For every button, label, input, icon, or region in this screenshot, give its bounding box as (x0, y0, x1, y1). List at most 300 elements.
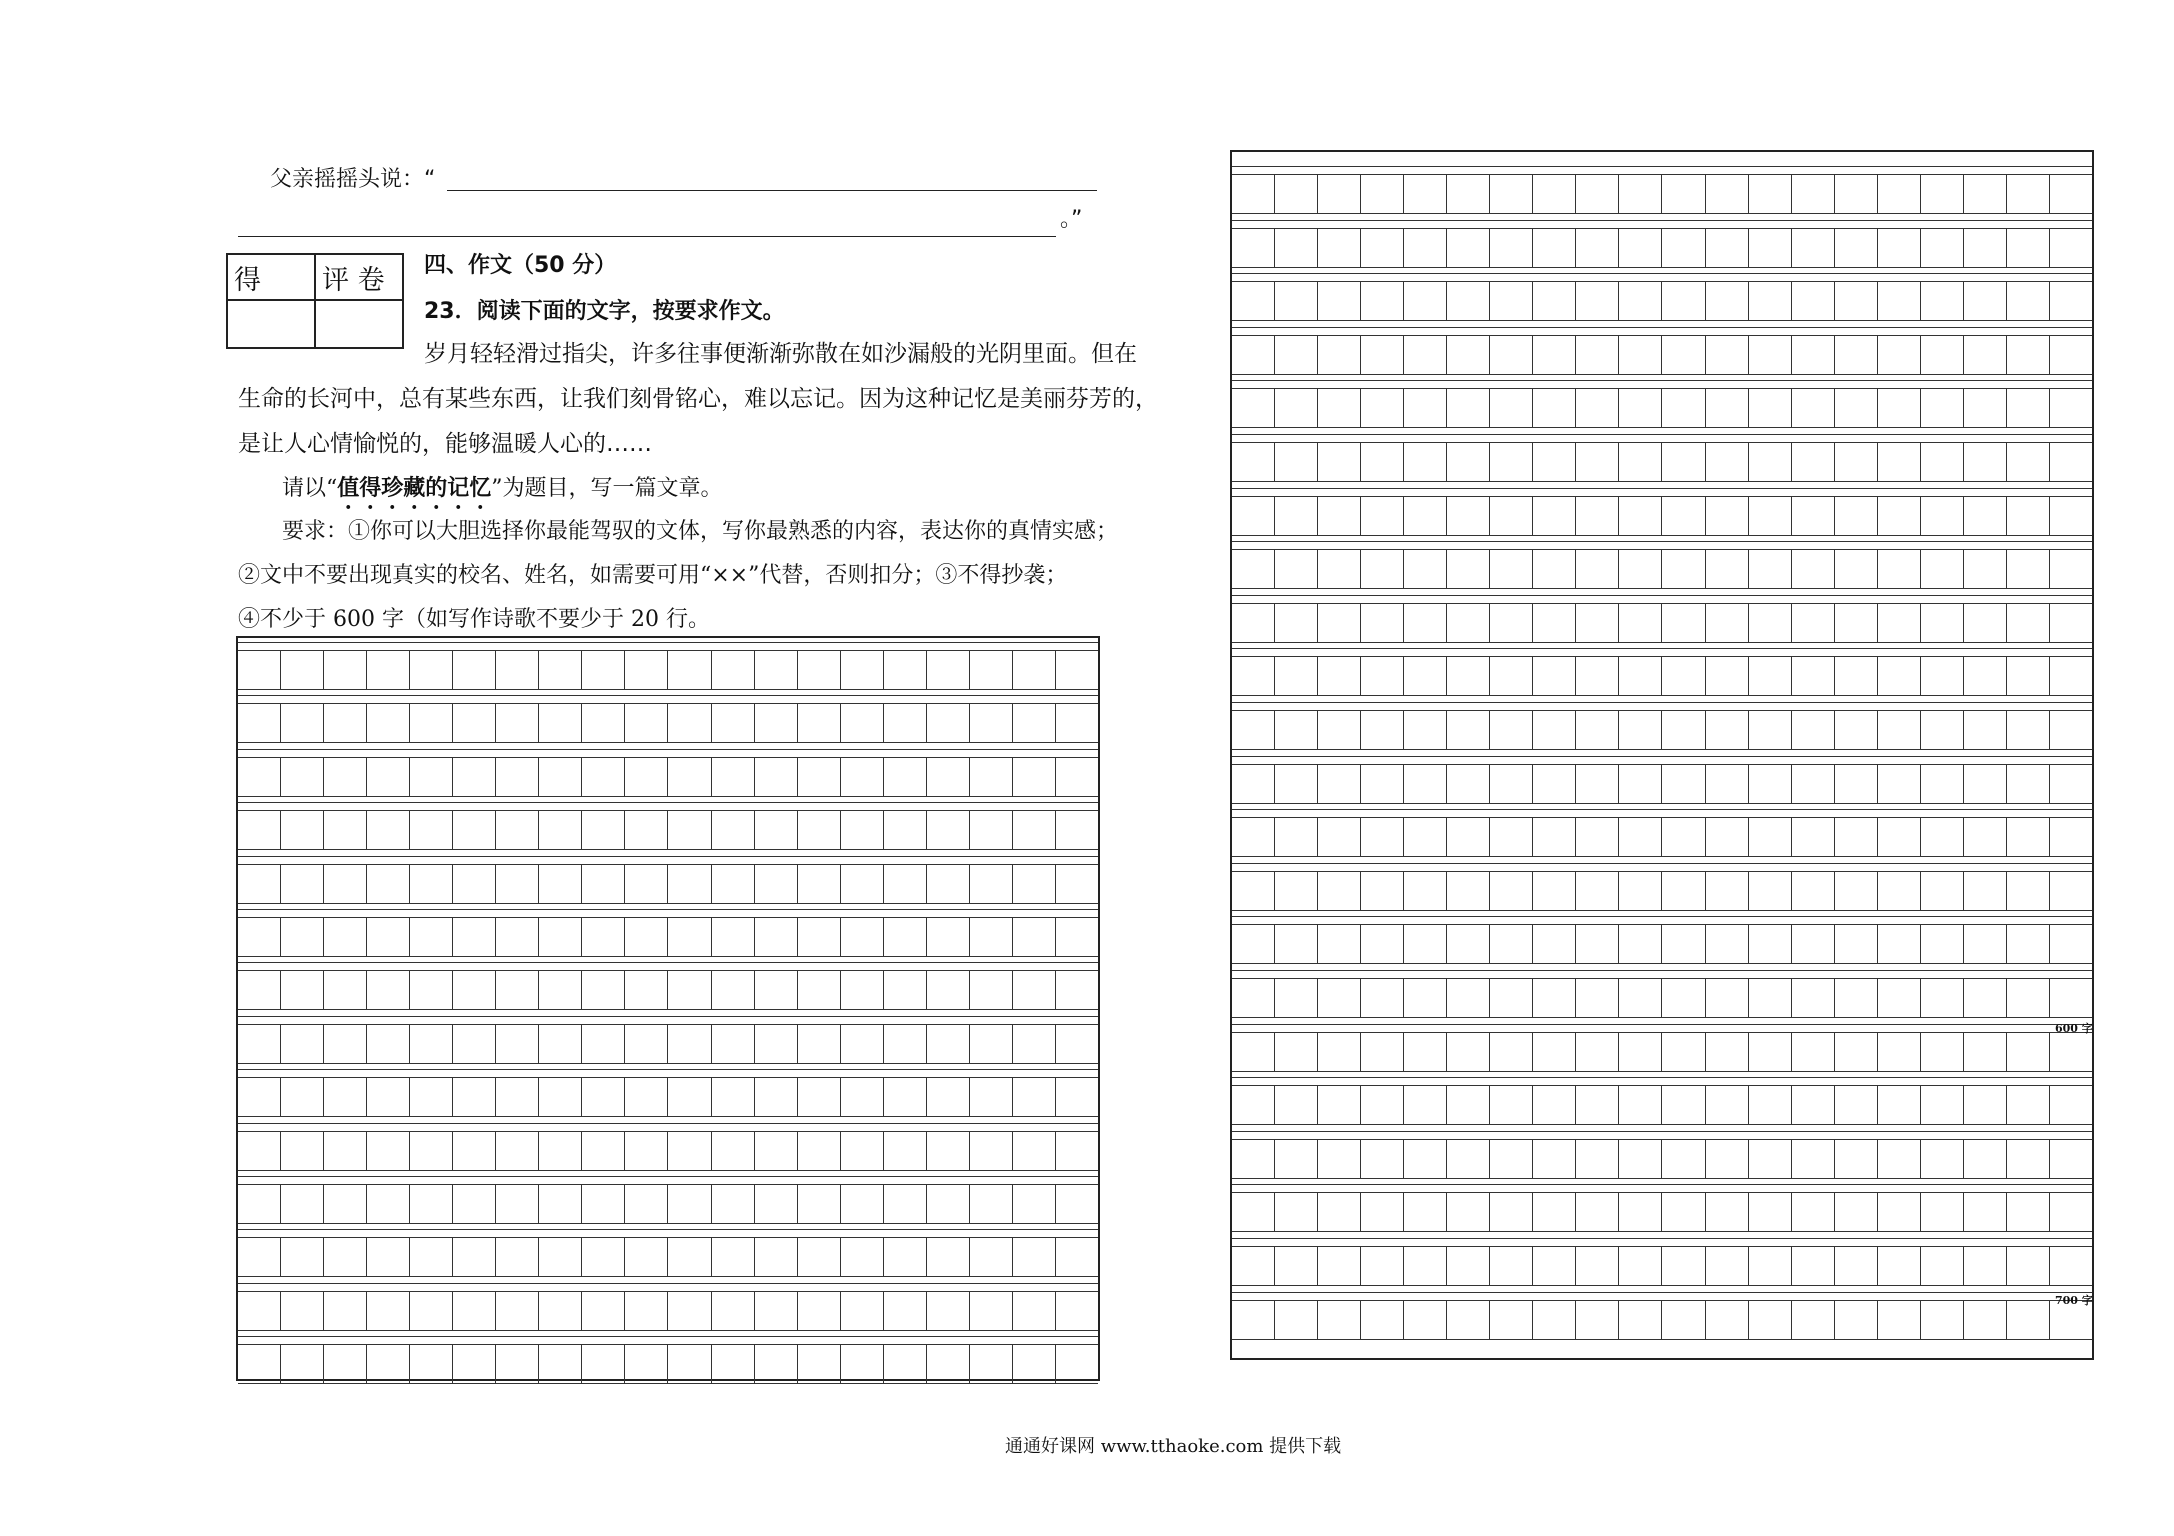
grid-cell[interactable] (1662, 603, 1705, 643)
grid-cell[interactable] (1361, 817, 1404, 857)
grid-cell[interactable] (1835, 228, 1878, 268)
grid-cell[interactable] (1404, 603, 1447, 643)
grid-cell[interactable] (1792, 710, 1835, 750)
grid-cell[interactable] (1490, 978, 1533, 1018)
grid-cell[interactable] (884, 1184, 927, 1224)
grid-cell[interactable] (1447, 1300, 1490, 1340)
grid-cell[interactable] (1013, 1291, 1056, 1331)
grid-cell[interactable] (1013, 810, 1056, 850)
grid-cell[interactable] (1447, 1246, 1490, 1286)
grid-cell[interactable] (712, 757, 755, 797)
grid-cell[interactable] (1619, 281, 1662, 321)
grid-cell[interactable] (841, 1024, 884, 1064)
grid-cell[interactable] (1792, 1300, 1835, 1340)
grid-cell[interactable] (1275, 656, 1318, 696)
grid-cell[interactable] (1576, 1192, 1619, 1232)
grid-cell[interactable] (1835, 764, 1878, 804)
grid-cell[interactable] (1232, 656, 1275, 696)
grid-cell[interactable] (798, 703, 841, 743)
grid-cell[interactable] (1964, 764, 2007, 804)
grid-cell[interactable] (712, 917, 755, 957)
grid-cell[interactable] (1878, 388, 1921, 428)
grid-cell[interactable] (1749, 817, 1792, 857)
grid-cell[interactable] (1232, 978, 1275, 1018)
grid-cell[interactable] (1013, 650, 1056, 690)
grid-cell[interactable] (1792, 228, 1835, 268)
grid-cell[interactable] (1792, 388, 1835, 428)
grid-cell[interactable] (1576, 496, 1619, 536)
grid-cell[interactable] (410, 757, 453, 797)
grid-cell[interactable] (1404, 1300, 1447, 1340)
grid-cell[interactable] (367, 1291, 410, 1331)
grid-cell[interactable] (1013, 1131, 1056, 1171)
grid-cell[interactable] (755, 1131, 798, 1171)
grid-cell[interactable] (1878, 496, 1921, 536)
grid-cell[interactable] (367, 810, 410, 850)
grid-cell[interactable] (1662, 496, 1705, 536)
grid-cell[interactable] (453, 864, 496, 904)
grid-cell[interactable] (1533, 1139, 1576, 1179)
grid-cell[interactable] (1232, 281, 1275, 321)
grid-cell[interactable] (1232, 1139, 1275, 1179)
grid-cell[interactable] (1576, 442, 1619, 482)
grid-cell[interactable] (238, 757, 281, 797)
grid-cell[interactable] (1792, 174, 1835, 214)
grid-cell[interactable] (1490, 335, 1533, 375)
grid-cell[interactable] (1533, 549, 1576, 589)
grid-cell[interactable] (884, 810, 927, 850)
grid-cell[interactable] (1404, 496, 1447, 536)
grid-cell[interactable] (884, 917, 927, 957)
grid-cell[interactable] (1361, 656, 1404, 696)
grid-cell[interactable] (1318, 871, 1361, 911)
grid-cell[interactable] (1490, 228, 1533, 268)
grid-cell[interactable] (625, 1131, 668, 1171)
grid-cell[interactable] (281, 1024, 324, 1064)
grid-cell[interactable] (1835, 174, 1878, 214)
grid-cell[interactable] (1792, 335, 1835, 375)
grid-cell[interactable] (1749, 1246, 1792, 1286)
grid-cell[interactable] (668, 650, 711, 690)
grid-cell[interactable] (1964, 1246, 2007, 1286)
grid-cell[interactable] (1404, 281, 1447, 321)
grid-cell[interactable] (1533, 1032, 1576, 1072)
grid-cell[interactable] (1447, 764, 1490, 804)
grid-cell[interactable] (539, 650, 582, 690)
grid-cell[interactable] (2007, 496, 2050, 536)
grid-cell[interactable] (1361, 549, 1404, 589)
grid-cell[interactable] (1533, 174, 1576, 214)
grid-cell[interactable] (1878, 228, 1921, 268)
grid-cell[interactable] (367, 757, 410, 797)
grid-cell[interactable] (1749, 978, 1792, 1018)
grid-cell[interactable] (1878, 1192, 1921, 1232)
grid-cell[interactable] (539, 757, 582, 797)
grid-cell[interactable] (410, 864, 453, 904)
grid-cell[interactable] (1749, 335, 1792, 375)
grid-cell[interactable] (755, 917, 798, 957)
grid-cell[interactable] (324, 917, 367, 957)
grid-cell[interactable] (238, 810, 281, 850)
grid-cell[interactable] (1318, 656, 1361, 696)
grid-cell[interactable] (1361, 1032, 1404, 1072)
grid-cell[interactable] (668, 703, 711, 743)
grid-cell[interactable] (1318, 1300, 1361, 1340)
grid-cell[interactable] (625, 703, 668, 743)
grid-cell[interactable] (625, 810, 668, 850)
grid-cell[interactable] (238, 703, 281, 743)
grid-cell[interactable] (798, 864, 841, 904)
grid-cell[interactable] (1361, 174, 1404, 214)
grid-cell[interactable] (1749, 656, 1792, 696)
grid-cell[interactable] (668, 1237, 711, 1277)
grid-cell[interactable] (1878, 281, 1921, 321)
grid-cell[interactable] (841, 970, 884, 1010)
grid-cell[interactable] (841, 1077, 884, 1117)
grid-cell[interactable] (1662, 442, 1705, 482)
grid-cell[interactable] (1056, 703, 1098, 743)
grid-cell[interactable] (2007, 871, 2050, 911)
grid-cell[interactable] (2050, 817, 2092, 857)
grid-cell[interactable] (1749, 388, 1792, 428)
grid-cell[interactable] (1318, 496, 1361, 536)
grid-cell[interactable] (1878, 603, 1921, 643)
grid-cell[interactable] (841, 1131, 884, 1171)
grid-cell[interactable] (453, 1237, 496, 1277)
grid-cell[interactable] (1056, 757, 1098, 797)
grid-cell[interactable] (410, 650, 453, 690)
grid-cell[interactable] (1447, 817, 1490, 857)
grid-cell[interactable] (1361, 1300, 1404, 1340)
grid-cell[interactable] (927, 917, 970, 957)
grid-cell[interactable] (1706, 228, 1749, 268)
grid-cell[interactable] (712, 1344, 755, 1384)
grid-cell[interactable] (1576, 710, 1619, 750)
grid-cell[interactable] (1490, 1246, 1533, 1286)
grid-cell[interactable] (539, 864, 582, 904)
grid-cell[interactable] (1921, 442, 1964, 482)
grid-cell[interactable] (755, 1291, 798, 1331)
grid-cell[interactable] (496, 1344, 539, 1384)
grid-cell[interactable] (238, 970, 281, 1010)
grid-cell[interactable] (1232, 228, 1275, 268)
grid-cell[interactable] (1792, 603, 1835, 643)
grid-cell[interactable] (1533, 603, 1576, 643)
grid-cell[interactable] (1056, 1237, 1098, 1277)
grid-cell[interactable] (1013, 1184, 1056, 1224)
grid-cell[interactable] (539, 703, 582, 743)
grid-cell[interactable] (1056, 650, 1098, 690)
grid-cell[interactable] (2050, 388, 2092, 428)
grid-cell[interactable] (1318, 388, 1361, 428)
grid-cell[interactable] (1404, 656, 1447, 696)
grid-cell[interactable] (1792, 281, 1835, 321)
grid-cell[interactable] (970, 810, 1013, 850)
grid-cell[interactable] (1878, 1139, 1921, 1179)
grid-cell[interactable] (625, 864, 668, 904)
grid-cell[interactable] (453, 970, 496, 1010)
grid-cell[interactable] (281, 1291, 324, 1331)
grid-cell[interactable] (1835, 603, 1878, 643)
grid-cell[interactable] (712, 970, 755, 1010)
grid-cell[interactable] (1232, 603, 1275, 643)
grid-cell[interactable] (1275, 496, 1318, 536)
grid-cell[interactable] (281, 1131, 324, 1171)
grid-cell[interactable] (1404, 1246, 1447, 1286)
grid-cell[interactable] (453, 917, 496, 957)
grid-cell[interactable] (1749, 710, 1792, 750)
grid-cell[interactable] (367, 970, 410, 1010)
grid-cell[interactable] (2007, 817, 2050, 857)
grid-cell[interactable] (2050, 1032, 2092, 1072)
grid-cell[interactable] (238, 917, 281, 957)
grid-cell[interactable] (1056, 970, 1098, 1010)
grid-cell[interactable] (1318, 1246, 1361, 1286)
grid-cell[interactable] (1921, 1192, 1964, 1232)
grid-cell[interactable] (1792, 924, 1835, 964)
grid-cell[interactable] (1921, 764, 1964, 804)
grid-cell[interactable] (1056, 1024, 1098, 1064)
grid-cell[interactable] (496, 810, 539, 850)
grid-cell[interactable] (1576, 817, 1619, 857)
grid-cell[interactable] (1361, 496, 1404, 536)
grid-cell[interactable] (1361, 1246, 1404, 1286)
grid-cell[interactable] (1921, 978, 1964, 1018)
grid-cell[interactable] (410, 1237, 453, 1277)
grid-cell[interactable] (2007, 924, 2050, 964)
grid-cell[interactable] (1318, 1085, 1361, 1125)
grid-cell[interactable] (1706, 1139, 1749, 1179)
grid-cell[interactable] (927, 1024, 970, 1064)
grid-cell[interactable] (1013, 1024, 1056, 1064)
grid-cell[interactable] (281, 1344, 324, 1384)
grid-cell[interactable] (798, 1237, 841, 1277)
grid-cell[interactable] (1749, 603, 1792, 643)
grid-cell[interactable] (1792, 442, 1835, 482)
grid-cell[interactable] (1576, 174, 1619, 214)
grid-cell[interactable] (1056, 864, 1098, 904)
grid-cell[interactable] (1318, 228, 1361, 268)
grid-cell[interactable] (970, 970, 1013, 1010)
grid-cell[interactable] (1619, 924, 1662, 964)
grid-cell[interactable] (1835, 388, 1878, 428)
grid-cell[interactable] (539, 917, 582, 957)
grid-cell[interactable] (2050, 924, 2092, 964)
grid-cell[interactable] (2007, 549, 2050, 589)
grid-cell[interactable] (1318, 549, 1361, 589)
grid-cell[interactable] (1404, 924, 1447, 964)
grid-cell[interactable] (1964, 1085, 2007, 1125)
grid-cell[interactable] (1964, 978, 2007, 1018)
grid-cell[interactable] (1056, 1131, 1098, 1171)
grid-cell[interactable] (798, 1024, 841, 1064)
grid-cell[interactable] (1792, 817, 1835, 857)
grid-cell[interactable] (1056, 1344, 1098, 1384)
grid-cell[interactable] (1921, 924, 1964, 964)
grid-cell[interactable] (1533, 496, 1576, 536)
grid-cell[interactable] (755, 1184, 798, 1224)
grid-cell[interactable] (1576, 1032, 1619, 1072)
grid-cell[interactable] (1662, 656, 1705, 696)
grid-cell[interactable] (1749, 442, 1792, 482)
grid-cell[interactable] (755, 703, 798, 743)
grid-cell[interactable] (453, 1077, 496, 1117)
grid-cell[interactable] (1447, 281, 1490, 321)
grid-cell[interactable] (712, 1237, 755, 1277)
grid-cell[interactable] (1964, 1300, 2007, 1340)
grid-cell[interactable] (1921, 228, 1964, 268)
grid-cell[interactable] (1878, 764, 1921, 804)
grid-cell[interactable] (841, 1184, 884, 1224)
grid-cell[interactable] (798, 1131, 841, 1171)
grid-cell[interactable] (582, 1131, 625, 1171)
grid-cell[interactable] (1706, 1085, 1749, 1125)
grid-cell[interactable] (1706, 924, 1749, 964)
grid-cell[interactable] (1835, 442, 1878, 482)
grid-cell[interactable] (1013, 1077, 1056, 1117)
grid-cell[interactable] (281, 917, 324, 957)
grid-cell[interactable] (1835, 1139, 1878, 1179)
grid-cell[interactable] (1964, 603, 2007, 643)
grid-cell[interactable] (1490, 442, 1533, 482)
grid-cell[interactable] (1232, 1192, 1275, 1232)
grid-cell[interactable] (238, 650, 281, 690)
grid-cell[interactable] (1232, 549, 1275, 589)
grid-cell[interactable] (970, 650, 1013, 690)
grid-cell[interactable] (1232, 496, 1275, 536)
grid-cell[interactable] (1619, 1246, 1662, 1286)
grid-cell[interactable] (324, 810, 367, 850)
grid-cell[interactable] (712, 1024, 755, 1064)
grid-cell[interactable] (1056, 1077, 1098, 1117)
grid-cell[interactable] (1447, 549, 1490, 589)
grid-cell[interactable] (1878, 174, 1921, 214)
grid-cell[interactable] (1490, 764, 1533, 804)
grid-cell[interactable] (582, 970, 625, 1010)
grid-cell[interactable] (2050, 978, 2092, 1018)
grid-cell[interactable] (1275, 871, 1318, 911)
grid-cell[interactable] (1964, 228, 2007, 268)
grid-cell[interactable] (1232, 1085, 1275, 1125)
grid-cell[interactable] (1662, 281, 1705, 321)
grid-cell[interactable] (238, 1291, 281, 1331)
grid-cell[interactable] (1749, 228, 1792, 268)
grid-cell[interactable] (970, 1184, 1013, 1224)
grid-cell[interactable] (1056, 917, 1098, 957)
grid-cell[interactable] (2050, 1246, 2092, 1286)
grid-cell[interactable] (970, 757, 1013, 797)
grid-cell[interactable] (1792, 978, 1835, 1018)
grid-cell[interactable] (453, 1344, 496, 1384)
grid-cell[interactable] (1361, 388, 1404, 428)
grid-cell[interactable] (1275, 281, 1318, 321)
grid-cell[interactable] (1013, 864, 1056, 904)
grid-cell[interactable] (1275, 978, 1318, 1018)
grid-cell[interactable] (1576, 1139, 1619, 1179)
grid-cell[interactable] (1447, 603, 1490, 643)
grid-cell[interactable] (1835, 335, 1878, 375)
grid-cell[interactable] (1232, 871, 1275, 911)
score-box-score-field[interactable] (227, 300, 315, 348)
grid-cell[interactable] (496, 1291, 539, 1331)
grid-cell[interactable] (1490, 924, 1533, 964)
grid-cell[interactable] (324, 864, 367, 904)
grid-cell[interactable] (1964, 549, 2007, 589)
grid-cell[interactable] (1706, 1246, 1749, 1286)
grid-cell[interactable] (1964, 442, 2007, 482)
grid-cell[interactable] (1318, 710, 1361, 750)
grid-cell[interactable] (712, 864, 755, 904)
grid-cell[interactable] (410, 810, 453, 850)
grid-cell[interactable] (1533, 228, 1576, 268)
grid-cell[interactable] (2007, 1246, 2050, 1286)
grid-cell[interactable] (712, 1184, 755, 1224)
grid-cell[interactable] (582, 1184, 625, 1224)
grid-cell[interactable] (755, 1237, 798, 1277)
grid-cell[interactable] (1361, 1085, 1404, 1125)
grid-cell[interactable] (1619, 1139, 1662, 1179)
grid-cell[interactable] (755, 650, 798, 690)
grid-cell[interactable] (970, 703, 1013, 743)
grid-cell[interactable] (1275, 924, 1318, 964)
grid-cell[interactable] (1662, 871, 1705, 911)
grid-cell[interactable] (238, 1184, 281, 1224)
grid-cell[interactable] (1404, 388, 1447, 428)
grid-cell[interactable] (1706, 871, 1749, 911)
grid-cell[interactable] (1404, 228, 1447, 268)
grid-cell[interactable] (798, 757, 841, 797)
grid-cell[interactable] (1706, 442, 1749, 482)
grid-cell[interactable] (1706, 1300, 1749, 1340)
grid-cell[interactable] (1878, 1085, 1921, 1125)
grid-cell[interactable] (1490, 1300, 1533, 1340)
grid-cell[interactable] (410, 703, 453, 743)
grid-cell[interactable] (367, 1024, 410, 1064)
grid-cell[interactable] (324, 1024, 367, 1064)
grid-cell[interactable] (841, 703, 884, 743)
grid-cell[interactable] (1619, 764, 1662, 804)
grid-cell[interactable] (410, 1344, 453, 1384)
grid-cell[interactable] (712, 1131, 755, 1171)
grid-cell[interactable] (884, 970, 927, 1010)
grid-cell[interactable] (1533, 764, 1576, 804)
grid-cell[interactable] (1921, 1139, 1964, 1179)
grid-cell[interactable] (1619, 335, 1662, 375)
grid-cell[interactable] (1964, 1032, 2007, 1072)
grid-cell[interactable] (1275, 174, 1318, 214)
grid-cell[interactable] (1749, 496, 1792, 536)
grid-cell[interactable] (1576, 764, 1619, 804)
grid-cell[interactable] (453, 757, 496, 797)
grid-cell[interactable] (1662, 978, 1705, 1018)
grid-cell[interactable] (1275, 228, 1318, 268)
grid-cell[interactable] (1749, 764, 1792, 804)
grid-cell[interactable] (1490, 174, 1533, 214)
grid-cell[interactable] (1361, 710, 1404, 750)
grid-cell[interactable] (453, 650, 496, 690)
grid-cell[interactable] (1275, 1085, 1318, 1125)
grid-cell[interactable] (1533, 924, 1576, 964)
grid-cell[interactable] (1404, 1139, 1447, 1179)
grid-cell[interactable] (1361, 1139, 1404, 1179)
grid-cell[interactable] (1490, 388, 1533, 428)
grid-cell[interactable] (410, 1184, 453, 1224)
grid-cell[interactable] (2050, 1139, 2092, 1179)
grid-cell[interactable] (1662, 1085, 1705, 1125)
grid-cell[interactable] (970, 917, 1013, 957)
grid-cell[interactable] (1361, 978, 1404, 1018)
grid-cell[interactable] (970, 1024, 1013, 1064)
